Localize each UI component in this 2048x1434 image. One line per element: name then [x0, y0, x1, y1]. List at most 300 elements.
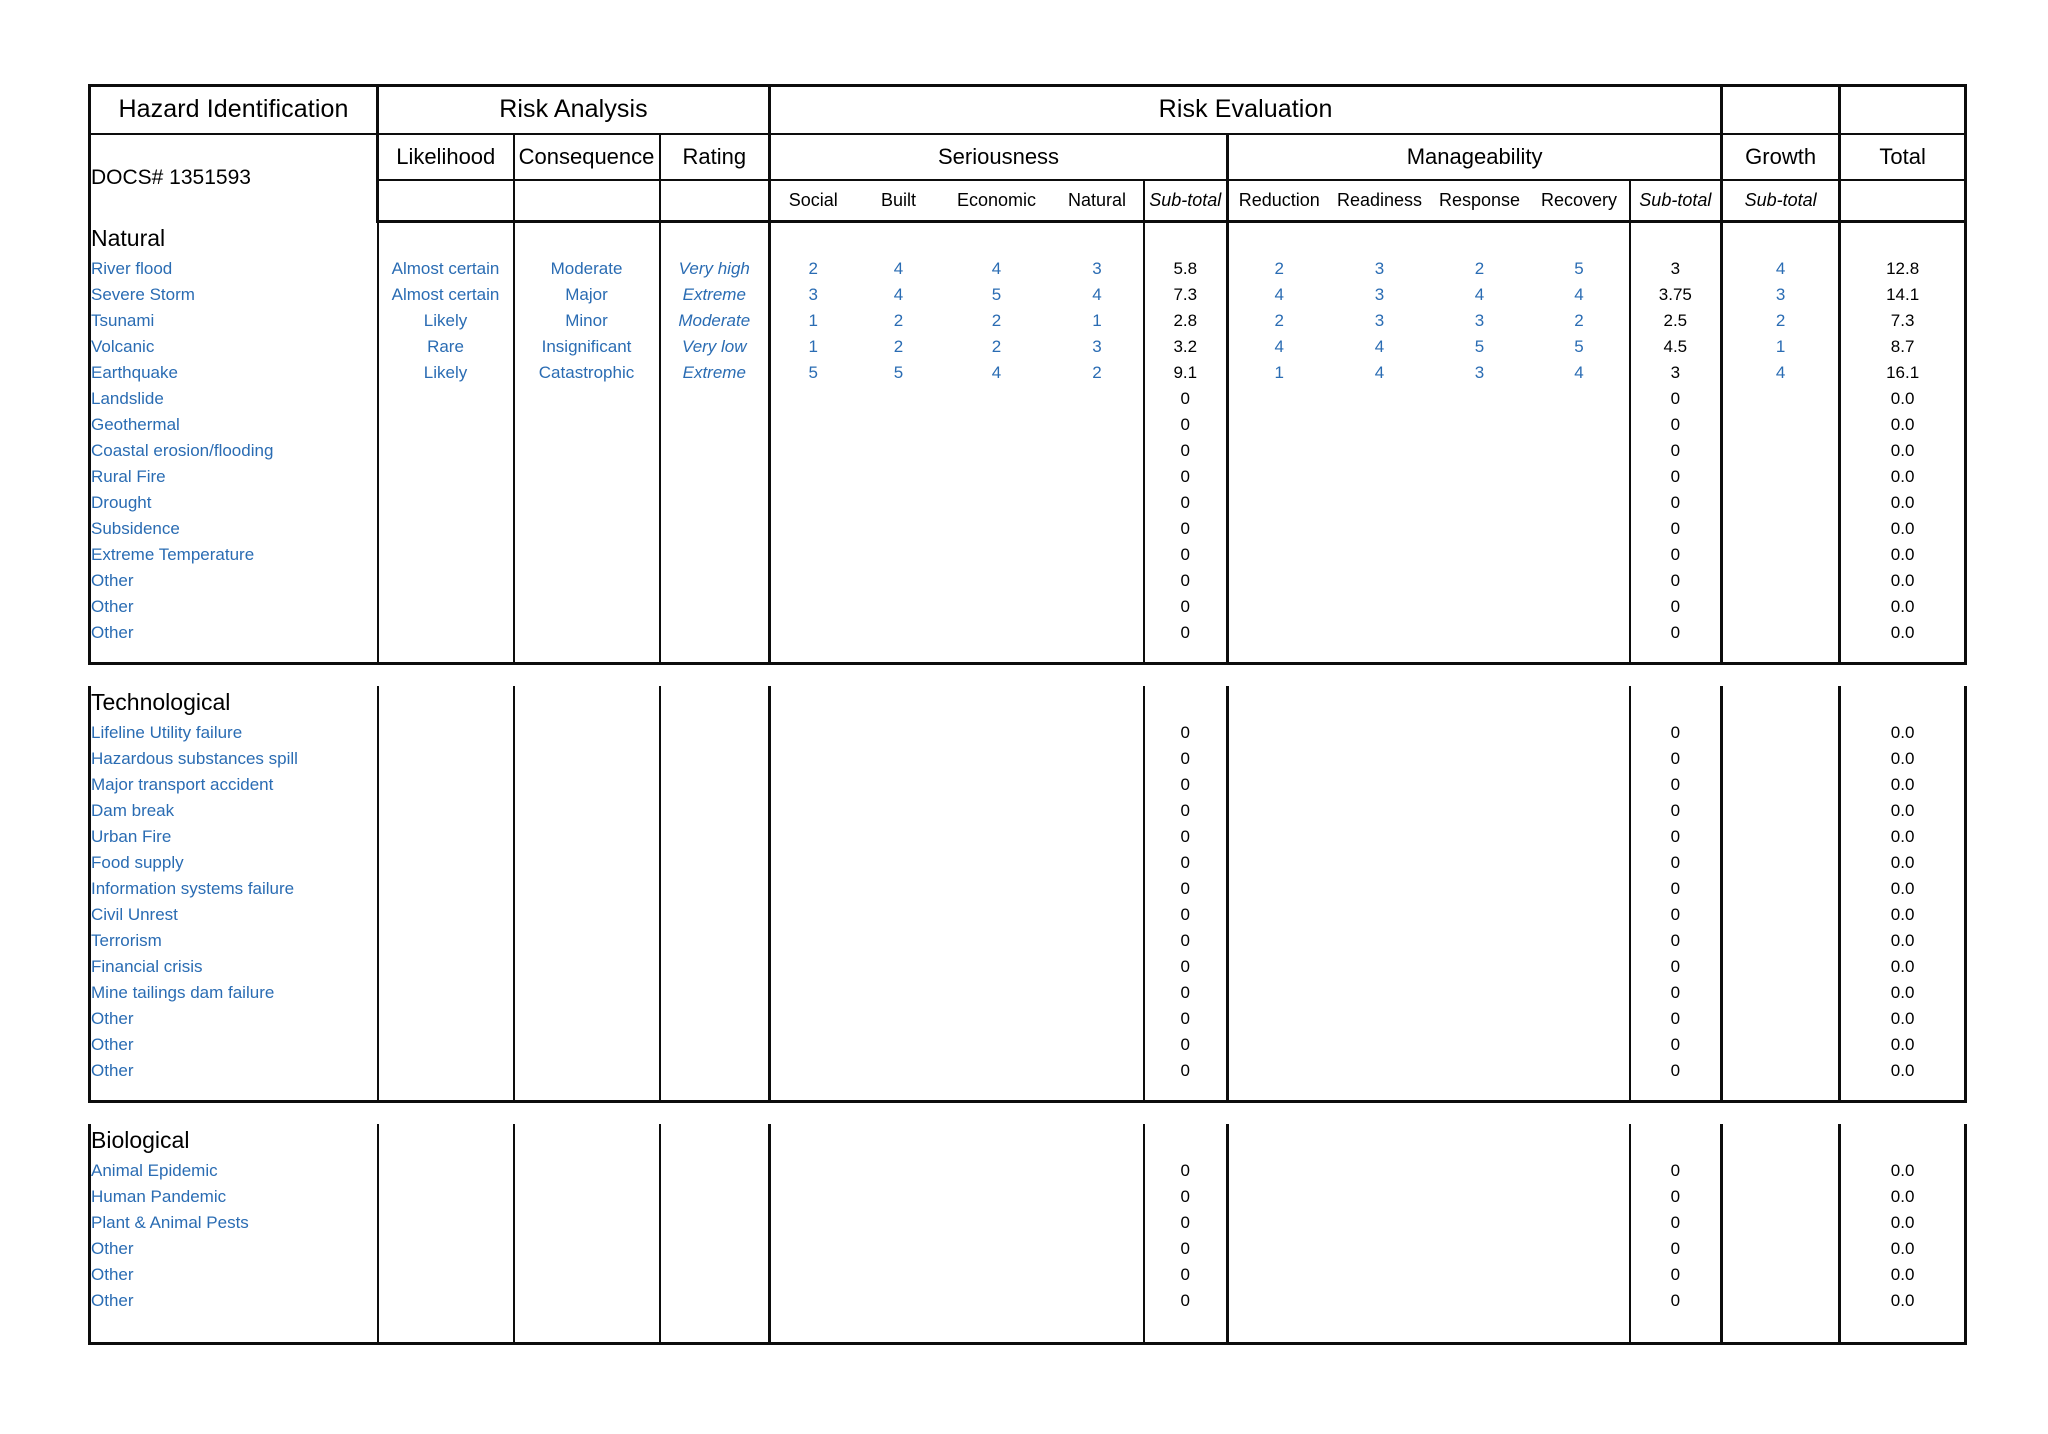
response-value[interactable]: [1430, 1006, 1530, 1032]
response-value[interactable]: [1430, 1262, 1530, 1288]
likelihood-value[interactable]: [378, 1288, 514, 1314]
table-row[interactable]: [90, 850, 1966, 876]
recovery-value[interactable]: [1530, 1236, 1630, 1262]
likelihood-value[interactable]: [378, 1032, 514, 1058]
readiness-value[interactable]: [1330, 772, 1430, 798]
social-value[interactable]: [770, 928, 856, 954]
rating-value[interactable]: [660, 490, 770, 516]
table-row[interactable]: [90, 282, 1966, 308]
rating-value[interactable]: [660, 1184, 770, 1210]
consequence-value[interactable]: [514, 824, 660, 850]
built-value[interactable]: [856, 850, 942, 876]
likelihood-value[interactable]: [378, 980, 514, 1006]
natural-value[interactable]: 1: [1052, 308, 1144, 334]
growth-value[interactable]: [1722, 386, 1840, 412]
economic-value[interactable]: [942, 542, 1052, 568]
natural-value[interactable]: [1052, 1262, 1144, 1288]
growth-value[interactable]: [1722, 1236, 1840, 1262]
hazard-name[interactable]: Other: [90, 568, 378, 594]
reduction-value[interactable]: [1228, 594, 1330, 620]
likelihood-value[interactable]: Rare: [378, 334, 514, 360]
recovery-value[interactable]: [1530, 620, 1630, 646]
consequence-value[interactable]: [514, 1158, 660, 1184]
likelihood-value[interactable]: Almost certain: [378, 282, 514, 308]
rating-value[interactable]: [660, 1210, 770, 1236]
response-value[interactable]: [1430, 980, 1530, 1006]
reduction-value[interactable]: [1228, 876, 1330, 902]
reduction-value[interactable]: 4: [1274, 336, 1285, 356]
likelihood-value[interactable]: [378, 1210, 514, 1236]
readiness-value[interactable]: 3: [1374, 284, 1385, 304]
rating-value[interactable]: [660, 902, 770, 928]
response-value[interactable]: [1430, 1032, 1530, 1058]
reduction-value[interactable]: [1228, 1262, 1330, 1288]
recovery-value[interactable]: [1530, 876, 1630, 902]
consequence-value[interactable]: [514, 1262, 660, 1288]
growth-value[interactable]: [1722, 980, 1840, 1006]
table-row[interactable]: [90, 620, 1966, 646]
social-value[interactable]: [770, 720, 856, 746]
recovery-value[interactable]: [1530, 542, 1630, 568]
natural-value[interactable]: [1052, 850, 1144, 876]
table-row[interactable]: [90, 1158, 1966, 1184]
economic-value[interactable]: [942, 1032, 1052, 1058]
hazard-name[interactable]: Subsidence: [90, 516, 378, 542]
response-value[interactable]: [1430, 824, 1530, 850]
economic-value[interactable]: [942, 1184, 1052, 1210]
economic-value[interactable]: [942, 980, 1052, 1006]
economic-value[interactable]: [942, 850, 1052, 876]
reduction-value[interactable]: [1228, 850, 1330, 876]
reduction-value[interactable]: [1228, 490, 1330, 516]
recovery-value[interactable]: [1530, 746, 1630, 772]
readiness-value[interactable]: [1330, 438, 1430, 464]
hazard-name[interactable]: Tsunami: [90, 308, 378, 334]
readiness-value[interactable]: [1330, 412, 1430, 438]
response-value[interactable]: [1430, 464, 1530, 490]
reduction-value[interactable]: [1228, 1158, 1330, 1184]
built-value[interactable]: [856, 720, 942, 746]
consequence-value[interactable]: [514, 876, 660, 902]
recovery-value[interactable]: [1530, 1288, 1630, 1314]
likelihood-value[interactable]: [378, 1236, 514, 1262]
reduction-value[interactable]: [1228, 412, 1330, 438]
hazard-name[interactable]: Urban Fire: [90, 824, 378, 850]
built-value[interactable]: [856, 902, 942, 928]
consequence-value[interactable]: [514, 720, 660, 746]
hazard-name[interactable]: Information systems failure: [90, 876, 378, 902]
recovery-value[interactable]: [1530, 386, 1630, 412]
readiness-value[interactable]: [1330, 1058, 1430, 1084]
consequence-value[interactable]: [514, 490, 660, 516]
consequence-value[interactable]: [514, 412, 660, 438]
recovery-value[interactable]: 4: [1530, 282, 1630, 308]
social-value[interactable]: [770, 1058, 856, 1084]
readiness-value[interactable]: [1330, 876, 1430, 902]
rating-value[interactable]: [660, 746, 770, 772]
table-row[interactable]: [90, 412, 1966, 438]
recovery-value[interactable]: [1530, 1184, 1630, 1210]
growth-value[interactable]: [1722, 1058, 1840, 1084]
likelihood-value[interactable]: [378, 542, 514, 568]
hazard-name[interactable]: Other: [90, 1262, 378, 1288]
recovery-value[interactable]: [1530, 1032, 1630, 1058]
response-value[interactable]: 3: [1474, 310, 1485, 330]
built-value[interactable]: [856, 954, 942, 980]
social-value[interactable]: [770, 412, 856, 438]
social-value[interactable]: [770, 954, 856, 980]
reduction-value[interactable]: [1228, 928, 1330, 954]
hazard-name[interactable]: Geothermal: [90, 412, 378, 438]
readiness-value[interactable]: 3: [1374, 310, 1385, 330]
growth-value[interactable]: [1722, 568, 1840, 594]
recovery-value[interactable]: 5: [1530, 256, 1630, 282]
hazard-name[interactable]: Landslide: [90, 386, 378, 412]
social-value[interactable]: [770, 850, 856, 876]
reduction-value[interactable]: [1228, 746, 1330, 772]
rating-value[interactable]: [660, 386, 770, 412]
built-value[interactable]: [856, 876, 942, 902]
readiness-value[interactable]: [1330, 798, 1430, 824]
built-value[interactable]: [856, 1184, 942, 1210]
readiness-value[interactable]: [1330, 850, 1430, 876]
reduction-value[interactable]: [1228, 542, 1330, 568]
natural-value[interactable]: [1052, 928, 1144, 954]
table-row[interactable]: [90, 256, 1966, 282]
recovery-value[interactable]: [1530, 438, 1630, 464]
social-value[interactable]: 1: [808, 310, 819, 330]
hazard-name[interactable]: Other: [90, 1032, 378, 1058]
likelihood-value[interactable]: [378, 438, 514, 464]
response-value[interactable]: [1430, 594, 1530, 620]
natural-value[interactable]: [1052, 1236, 1144, 1262]
natural-value[interactable]: 3: [1052, 256, 1144, 282]
table-row[interactable]: [90, 720, 1966, 746]
growth-value[interactable]: 4: [1722, 360, 1840, 386]
readiness-value[interactable]: [1330, 1288, 1430, 1314]
natural-value[interactable]: 2: [1052, 360, 1144, 386]
reduction-value[interactable]: [1228, 824, 1330, 850]
consequence-value[interactable]: Major: [514, 282, 660, 308]
table-row[interactable]: [90, 386, 1966, 412]
rating-value[interactable]: [660, 620, 770, 646]
response-value[interactable]: [1430, 620, 1530, 646]
natural-value[interactable]: [1052, 902, 1144, 928]
consequence-value[interactable]: [514, 542, 660, 568]
rating-value[interactable]: [660, 568, 770, 594]
natural-value[interactable]: [1052, 1158, 1144, 1184]
readiness-value[interactable]: [1330, 1006, 1430, 1032]
rating-value[interactable]: [660, 464, 770, 490]
social-value[interactable]: [770, 1006, 856, 1032]
economic-value[interactable]: [942, 876, 1052, 902]
recovery-value[interactable]: [1530, 516, 1630, 542]
economic-value[interactable]: 2: [991, 336, 1002, 356]
reduction-value[interactable]: [1228, 464, 1330, 490]
table-row[interactable]: [90, 490, 1966, 516]
readiness-value[interactable]: [1330, 620, 1430, 646]
economic-value[interactable]: [942, 1288, 1052, 1314]
hazard-name[interactable]: Animal Epidemic: [90, 1158, 378, 1184]
likelihood-value[interactable]: [378, 620, 514, 646]
built-value[interactable]: 2: [893, 336, 904, 356]
growth-value[interactable]: 3: [1722, 282, 1840, 308]
social-value[interactable]: [770, 1288, 856, 1314]
readiness-value[interactable]: [1330, 1210, 1430, 1236]
natural-value[interactable]: [1052, 594, 1144, 620]
economic-value[interactable]: [942, 902, 1052, 928]
social-value[interactable]: [770, 386, 856, 412]
built-value[interactable]: [856, 798, 942, 824]
consequence-value[interactable]: [514, 464, 660, 490]
table-row[interactable]: [90, 1236, 1966, 1262]
response-value[interactable]: [1430, 746, 1530, 772]
hazard-name[interactable]: Major transport accident: [90, 772, 378, 798]
growth-value[interactable]: [1722, 1184, 1840, 1210]
likelihood-value[interactable]: [378, 954, 514, 980]
economic-value[interactable]: [942, 824, 1052, 850]
natural-value[interactable]: [1052, 1288, 1144, 1314]
table-row[interactable]: [90, 1262, 1966, 1288]
recovery-value[interactable]: [1530, 490, 1630, 516]
rating-value[interactable]: [660, 980, 770, 1006]
readiness-value[interactable]: [1330, 824, 1430, 850]
reduction-value[interactable]: [1228, 1236, 1330, 1262]
built-value[interactable]: [856, 412, 942, 438]
table-row[interactable]: [90, 516, 1966, 542]
table-row[interactable]: [90, 1210, 1966, 1236]
consequence-value[interactable]: Minor: [514, 308, 660, 334]
rating-value[interactable]: [660, 1158, 770, 1184]
social-value[interactable]: [770, 1210, 856, 1236]
consequence-value[interactable]: [514, 1006, 660, 1032]
hazard-name[interactable]: Mine tailings dam failure: [90, 980, 378, 1006]
growth-value[interactable]: [1722, 746, 1840, 772]
hazard-name[interactable]: Other: [90, 1236, 378, 1262]
readiness-value[interactable]: [1330, 980, 1430, 1006]
table-row[interactable]: [90, 542, 1966, 568]
social-value[interactable]: [770, 568, 856, 594]
natural-value[interactable]: [1052, 386, 1144, 412]
likelihood-value[interactable]: [378, 824, 514, 850]
natural-value[interactable]: [1052, 746, 1144, 772]
readiness-value[interactable]: [1330, 902, 1430, 928]
natural-value[interactable]: [1052, 772, 1144, 798]
hazard-name[interactable]: Civil Unrest: [90, 902, 378, 928]
built-value[interactable]: 4: [893, 258, 904, 278]
built-value[interactable]: [856, 1158, 942, 1184]
natural-value[interactable]: [1052, 1058, 1144, 1084]
table-row[interactable]: [90, 1006, 1966, 1032]
response-value[interactable]: [1430, 542, 1530, 568]
built-value[interactable]: [856, 490, 942, 516]
likelihood-value[interactable]: [378, 1006, 514, 1032]
readiness-value[interactable]: [1330, 490, 1430, 516]
response-value[interactable]: 5: [1474, 336, 1485, 356]
hazard-name[interactable]: Other: [90, 620, 378, 646]
table-row[interactable]: [90, 1058, 1966, 1084]
hazard-name[interactable]: Hazardous substances spill: [90, 746, 378, 772]
economic-value[interactable]: [942, 568, 1052, 594]
built-value[interactable]: 4: [893, 284, 904, 304]
reduction-value[interactable]: [1228, 620, 1330, 646]
growth-value[interactable]: [1722, 954, 1840, 980]
readiness-value[interactable]: [1330, 386, 1430, 412]
readiness-value[interactable]: [1330, 516, 1430, 542]
recovery-value[interactable]: [1530, 1006, 1630, 1032]
table-row[interactable]: [90, 594, 1966, 620]
economic-value[interactable]: [942, 516, 1052, 542]
recovery-value[interactable]: [1530, 798, 1630, 824]
growth-value[interactable]: [1722, 1262, 1840, 1288]
table-row[interactable]: [90, 360, 1966, 386]
built-value[interactable]: [856, 1236, 942, 1262]
growth-value[interactable]: [1722, 594, 1840, 620]
rating-value[interactable]: [660, 928, 770, 954]
growth-value[interactable]: [1722, 720, 1840, 746]
social-value[interactable]: [770, 542, 856, 568]
built-value[interactable]: [856, 1032, 942, 1058]
likelihood-value[interactable]: [378, 772, 514, 798]
built-value[interactable]: [856, 464, 942, 490]
response-value[interactable]: [1430, 1210, 1530, 1236]
growth-value[interactable]: [1722, 772, 1840, 798]
rating-value[interactable]: [660, 1032, 770, 1058]
social-value[interactable]: [770, 438, 856, 464]
built-value[interactable]: [856, 824, 942, 850]
social-value[interactable]: 5: [808, 362, 819, 382]
rating-value[interactable]: [660, 798, 770, 824]
reduction-value[interactable]: [1228, 902, 1330, 928]
response-value[interactable]: 2: [1474, 258, 1485, 278]
readiness-value[interactable]: [1330, 1032, 1430, 1058]
readiness-value[interactable]: 3: [1374, 258, 1385, 278]
readiness-value[interactable]: [1330, 594, 1430, 620]
response-value[interactable]: [1430, 1058, 1530, 1084]
economic-value[interactable]: [942, 1158, 1052, 1184]
economic-value[interactable]: [942, 412, 1052, 438]
readiness-value[interactable]: [1330, 954, 1430, 980]
hazard-name[interactable]: Lifeline Utility failure: [90, 720, 378, 746]
likelihood-value[interactable]: [378, 1058, 514, 1084]
economic-value[interactable]: [942, 594, 1052, 620]
built-value[interactable]: [856, 746, 942, 772]
consequence-value[interactable]: [514, 594, 660, 620]
recovery-value[interactable]: [1530, 594, 1630, 620]
consequence-value[interactable]: [514, 902, 660, 928]
response-value[interactable]: 4: [1474, 284, 1485, 304]
social-value[interactable]: 1: [808, 336, 819, 356]
natural-value[interactable]: [1052, 1006, 1144, 1032]
recovery-value[interactable]: [1530, 928, 1630, 954]
rating-value[interactable]: [660, 412, 770, 438]
consequence-value[interactable]: [514, 386, 660, 412]
recovery-value[interactable]: [1530, 1058, 1630, 1084]
social-value[interactable]: [770, 980, 856, 1006]
growth-value[interactable]: [1722, 620, 1840, 646]
likelihood-value[interactable]: [378, 746, 514, 772]
table-row[interactable]: [90, 798, 1966, 824]
readiness-value[interactable]: 4: [1374, 362, 1385, 382]
table-row[interactable]: [90, 902, 1966, 928]
readiness-value[interactable]: [1330, 720, 1430, 746]
reduction-value[interactable]: 4: [1274, 284, 1285, 304]
rating-value[interactable]: [660, 850, 770, 876]
rating-value[interactable]: [660, 542, 770, 568]
consequence-value[interactable]: [514, 1058, 660, 1084]
economic-value[interactable]: [942, 1236, 1052, 1262]
built-value[interactable]: [856, 980, 942, 1006]
reduction-value[interactable]: [1228, 1032, 1330, 1058]
social-value[interactable]: [770, 464, 856, 490]
recovery-value[interactable]: [1530, 902, 1630, 928]
growth-value[interactable]: [1722, 1210, 1840, 1236]
rating-value[interactable]: [660, 824, 770, 850]
consequence-value[interactable]: [514, 798, 660, 824]
table-row[interactable]: [90, 308, 1966, 334]
table-row[interactable]: [90, 568, 1966, 594]
built-value[interactable]: [856, 620, 942, 646]
built-value[interactable]: [856, 516, 942, 542]
hazard-name[interactable]: Human Pandemic: [90, 1184, 378, 1210]
built-value[interactable]: [856, 386, 942, 412]
built-value[interactable]: [856, 542, 942, 568]
social-value[interactable]: [770, 824, 856, 850]
built-value[interactable]: [856, 772, 942, 798]
likelihood-value[interactable]: [378, 464, 514, 490]
readiness-value[interactable]: [1330, 746, 1430, 772]
rating-value[interactable]: [660, 720, 770, 746]
hazard-name[interactable]: Coastal erosion/flooding: [90, 438, 378, 464]
growth-value[interactable]: [1722, 438, 1840, 464]
hazard-name[interactable]: Other: [90, 1006, 378, 1032]
table-row[interactable]: [90, 464, 1966, 490]
growth-value[interactable]: [1722, 824, 1840, 850]
growth-value[interactable]: [1722, 1288, 1840, 1314]
recovery-value[interactable]: [1530, 954, 1630, 980]
economic-value[interactable]: [942, 386, 1052, 412]
social-value[interactable]: [770, 1236, 856, 1262]
reduction-value[interactable]: [1228, 568, 1330, 594]
reduction-value[interactable]: [1228, 1288, 1330, 1314]
natural-value[interactable]: [1052, 412, 1144, 438]
hazard-name[interactable]: Terrorism: [90, 928, 378, 954]
hazard-name[interactable]: Financial crisis: [90, 954, 378, 980]
economic-value[interactable]: [942, 954, 1052, 980]
response-value[interactable]: [1430, 954, 1530, 980]
consequence-value[interactable]: [514, 1236, 660, 1262]
response-value[interactable]: [1430, 928, 1530, 954]
economic-value[interactable]: [942, 1262, 1052, 1288]
response-value[interactable]: [1430, 568, 1530, 594]
readiness-value[interactable]: [1330, 1184, 1430, 1210]
response-value[interactable]: [1430, 772, 1530, 798]
hazard-name[interactable]: Rural Fire: [90, 464, 378, 490]
built-value[interactable]: [856, 438, 942, 464]
reduction-value[interactable]: [1228, 772, 1330, 798]
consequence-value[interactable]: [514, 928, 660, 954]
hazard-name[interactable]: Other: [90, 1288, 378, 1314]
built-value[interactable]: [856, 594, 942, 620]
natural-value[interactable]: 3: [1052, 334, 1144, 360]
growth-value[interactable]: [1722, 876, 1840, 902]
economic-value[interactable]: 4: [991, 362, 1002, 382]
rating-value[interactable]: Extreme: [660, 360, 770, 386]
likelihood-value[interactable]: [378, 568, 514, 594]
likelihood-value[interactable]: Almost certain: [378, 256, 514, 282]
hazard-name[interactable]: Earthquake: [90, 360, 378, 386]
social-value[interactable]: 3: [808, 284, 819, 304]
